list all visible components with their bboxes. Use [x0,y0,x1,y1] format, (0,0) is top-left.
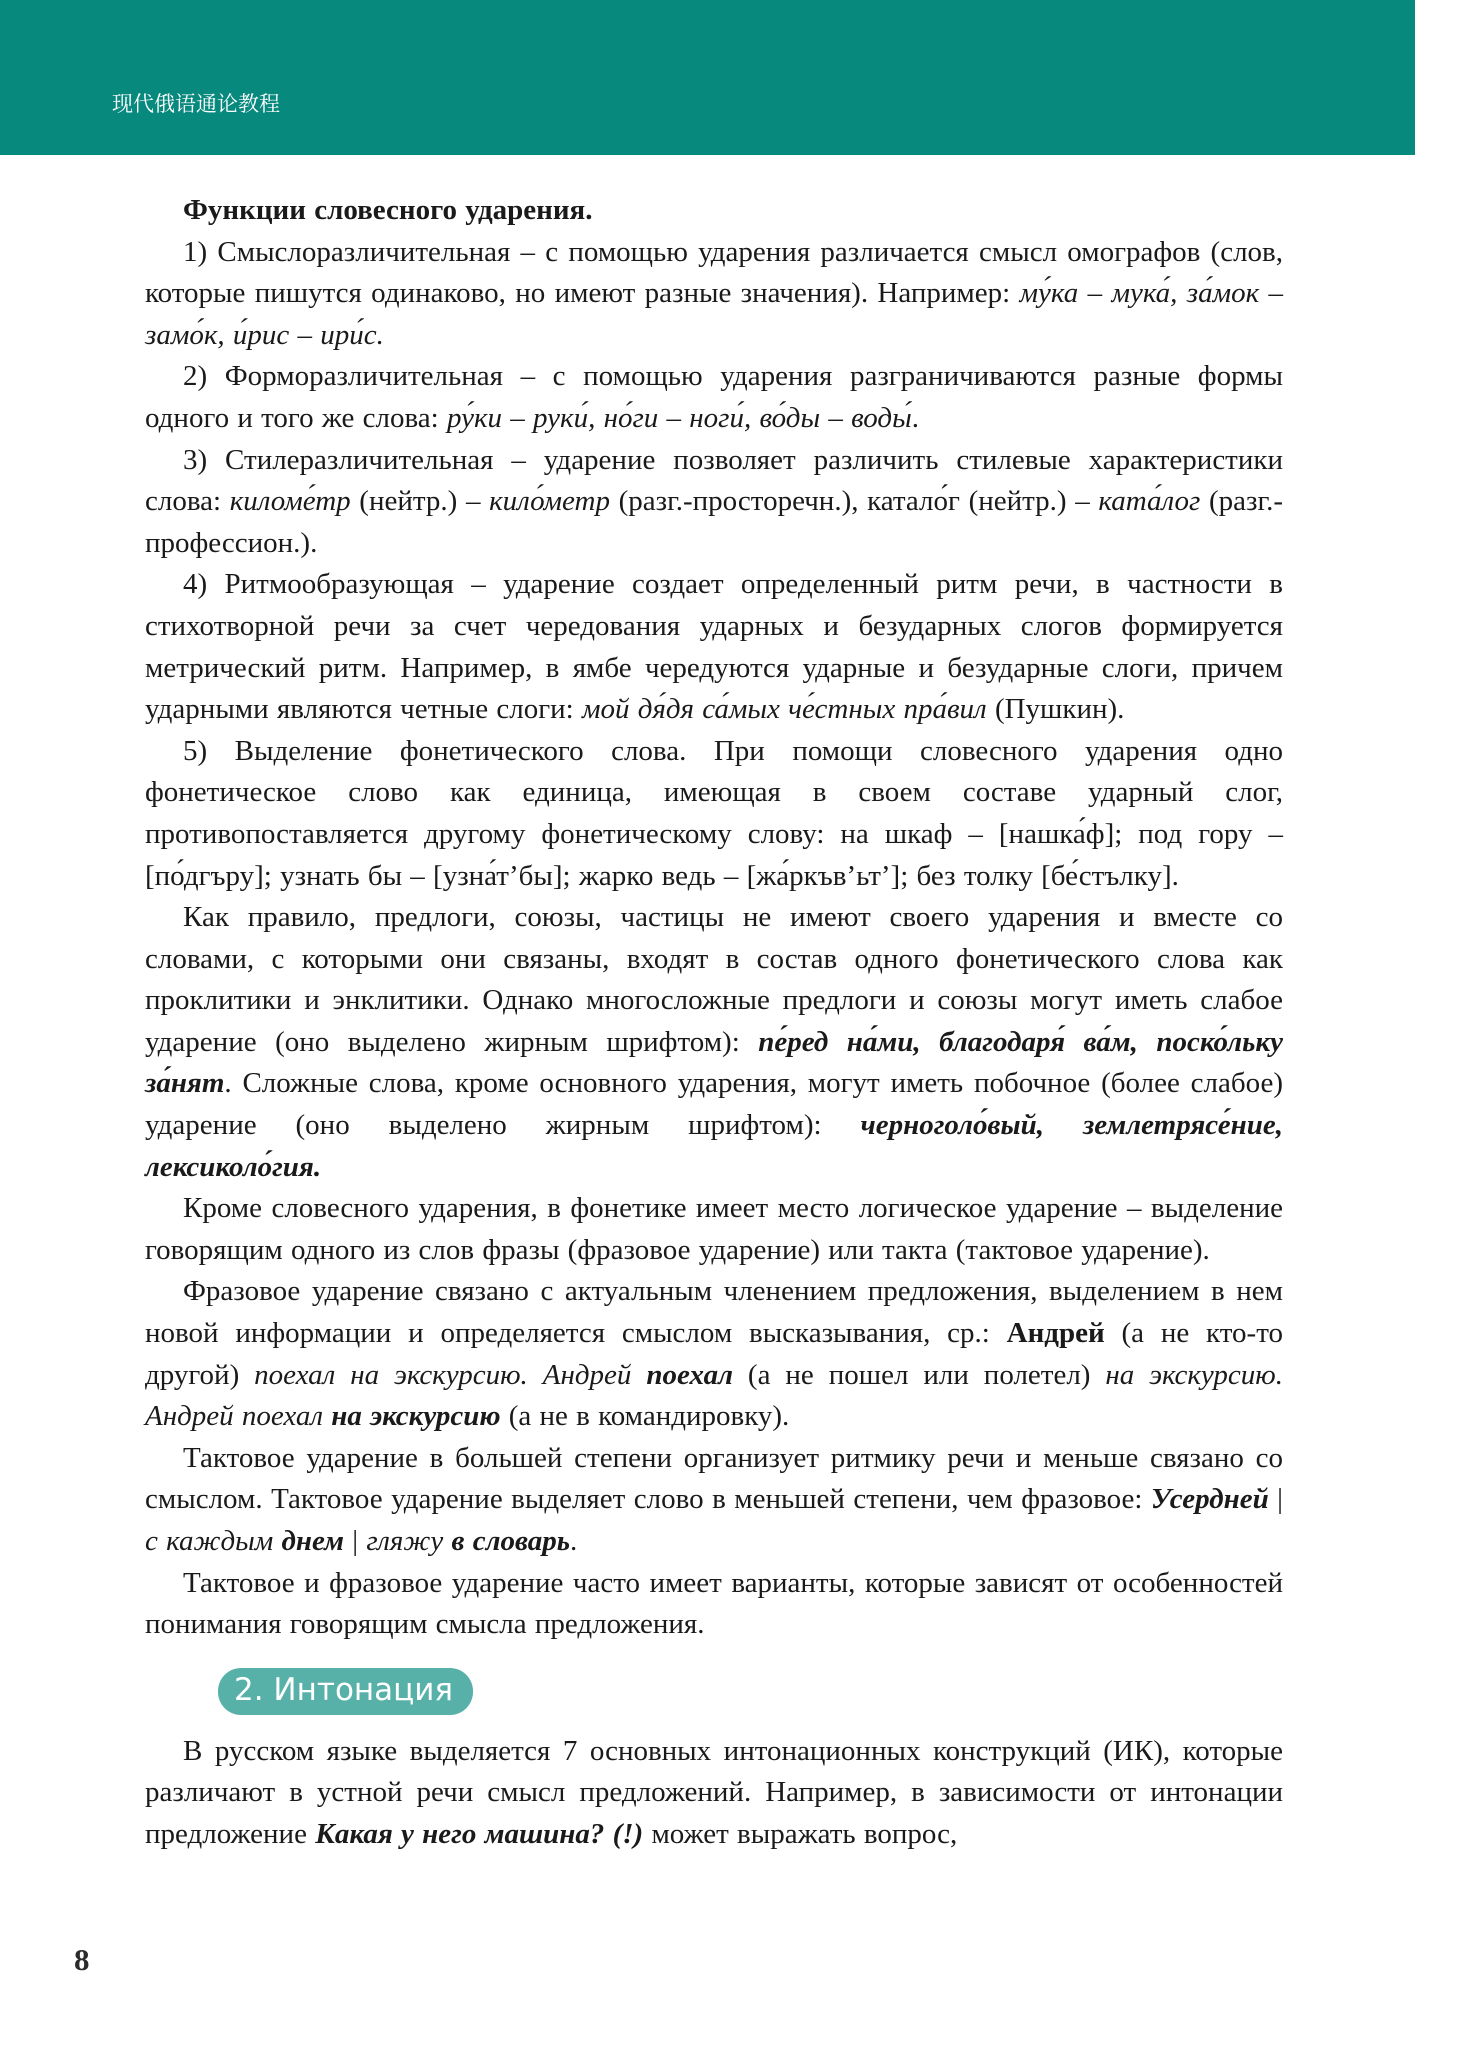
page-body [145,190,1292,1856]
page-number: 8 [74,1942,90,1977]
paragraph-tact-stress: Тактовое ударение в большей степени организует ритмику речи и меньше связано со смыслом. Тактовое ударение выделяет слово в меньшей степени, чем фразовое: Усердней | с каждым днем | гляжу в словарь. [145,1441,1292,1557]
section-heading-intonation: 2. Интонация [218,1668,473,1715]
paragraph-style-distinguishing: 3) Стилеразличительная – ударение позволяет различить стилевые характеристики слова: киломе́тр (нейтр.) – кило́метр (разг.-просторечн.), катало́г (нейтр.) – ката́лог (разг.-профессион.). [145,443,1292,559]
section-heading-wrap [145,1646,1283,1731]
paragraph-phonetic-word: 5) Выделение фонетического слова. При помощи словесного ударения одно фонетическое слово как единица, имеющая в своем составе ударный слог, противопоставляется другому фонетическому слову: на шкаф – [нашка́ф]; под гору – [по́дгъру]; узнать бы – [узна́т’бы]; жарко ведь – [жа́ркъв’ьт’]; без толку [бе́стълку]. [145,734,1292,892]
paragraph-phrasal-stress: Фразовое ударение связано с актуальным членением предложения, выделением в нем новой информации и определяется смыслом высказывания, ср.: Андрей (а не кто-то другой) поехал на экскурсию. Андрей поехал (а не пошел или полетел) на экскурсию. Андрей поехал на экскурсию (а не в командировку). [145,1275,1292,1433]
paragraph-rhythm-forming: 4) Ритмообразующая – ударение создает определенный ритм речи, в частности в стихотворной речи за счет чередования ударных и безударных слогов формируется метрический ритм. Например, в ямбе чередуются ударные и безударные слоги, причем ударными являются четные слоги: мой дя́дя са́мых че́стных пра́вил (Пушкин). [145,568,1292,726]
book-title: 现代俄语通论教程 [112,92,280,116]
paragraph-heading-functions: Функции словесного ударения. [183,194,593,226]
paragraph-logical-stress: Кроме словесного ударения, в фонетике имеет место логическое ударение – выделение говорящим одного из слов фразы (фразовое ударение) или такта (тактовое ударение). [145,1192,1292,1266]
paragraph-intonation-intro: В русском языке выделяется 7 основных интонационных конструкций (ИК), которые различают в устной речи смысл предложений. Например, в зависимости от интонации предложение Какая у него машина? (!) может выражать вопрос, [145,1734,1292,1850]
page-header-band [0,0,1415,155]
paragraph-clitics: Как правило, предлоги, союзы, частицы не имеют своего ударения и вместе со словами, с которыми они связаны, входят в состав одного фонетического слова как проклитики и энклитики. Однако многосложные предлоги и союзы могут иметь слабое ударение (оно выделено жирным шрифтом): пе́ред на́ми, благодаря́ ва́м, поско́льку за́нят. Сложные слова, кроме основного ударения, могут иметь побочное (более слабое) ударение (оно выделено жирным шрифтом): черноголо́вый, землетрясе́ние, лексиколо́гия. [145,901,1292,1183]
paragraph-stress-variants: Тактовое и фразовое ударение часто имеет варианты, которые зависят от особенностей понимания говорящим смысла предложения. [145,1566,1292,1641]
paragraph-sense-distinguishing: 1) Смыслоразличительная – с помощью ударения различается смысл омографов (слов, которые пишутся одинаково, но имеют разные значения). Например: му́ка – мука́, за́мок – замо́к, и́рис – ири́с. [145,235,1292,351]
paragraph-form-distinguishing: 2) Форморазличительная – с помощью ударения разграничиваются разные формы одного и того же слова: ру́ки – руки́, но́ги – ноги́, во́ды – воды́. [145,360,1292,434]
